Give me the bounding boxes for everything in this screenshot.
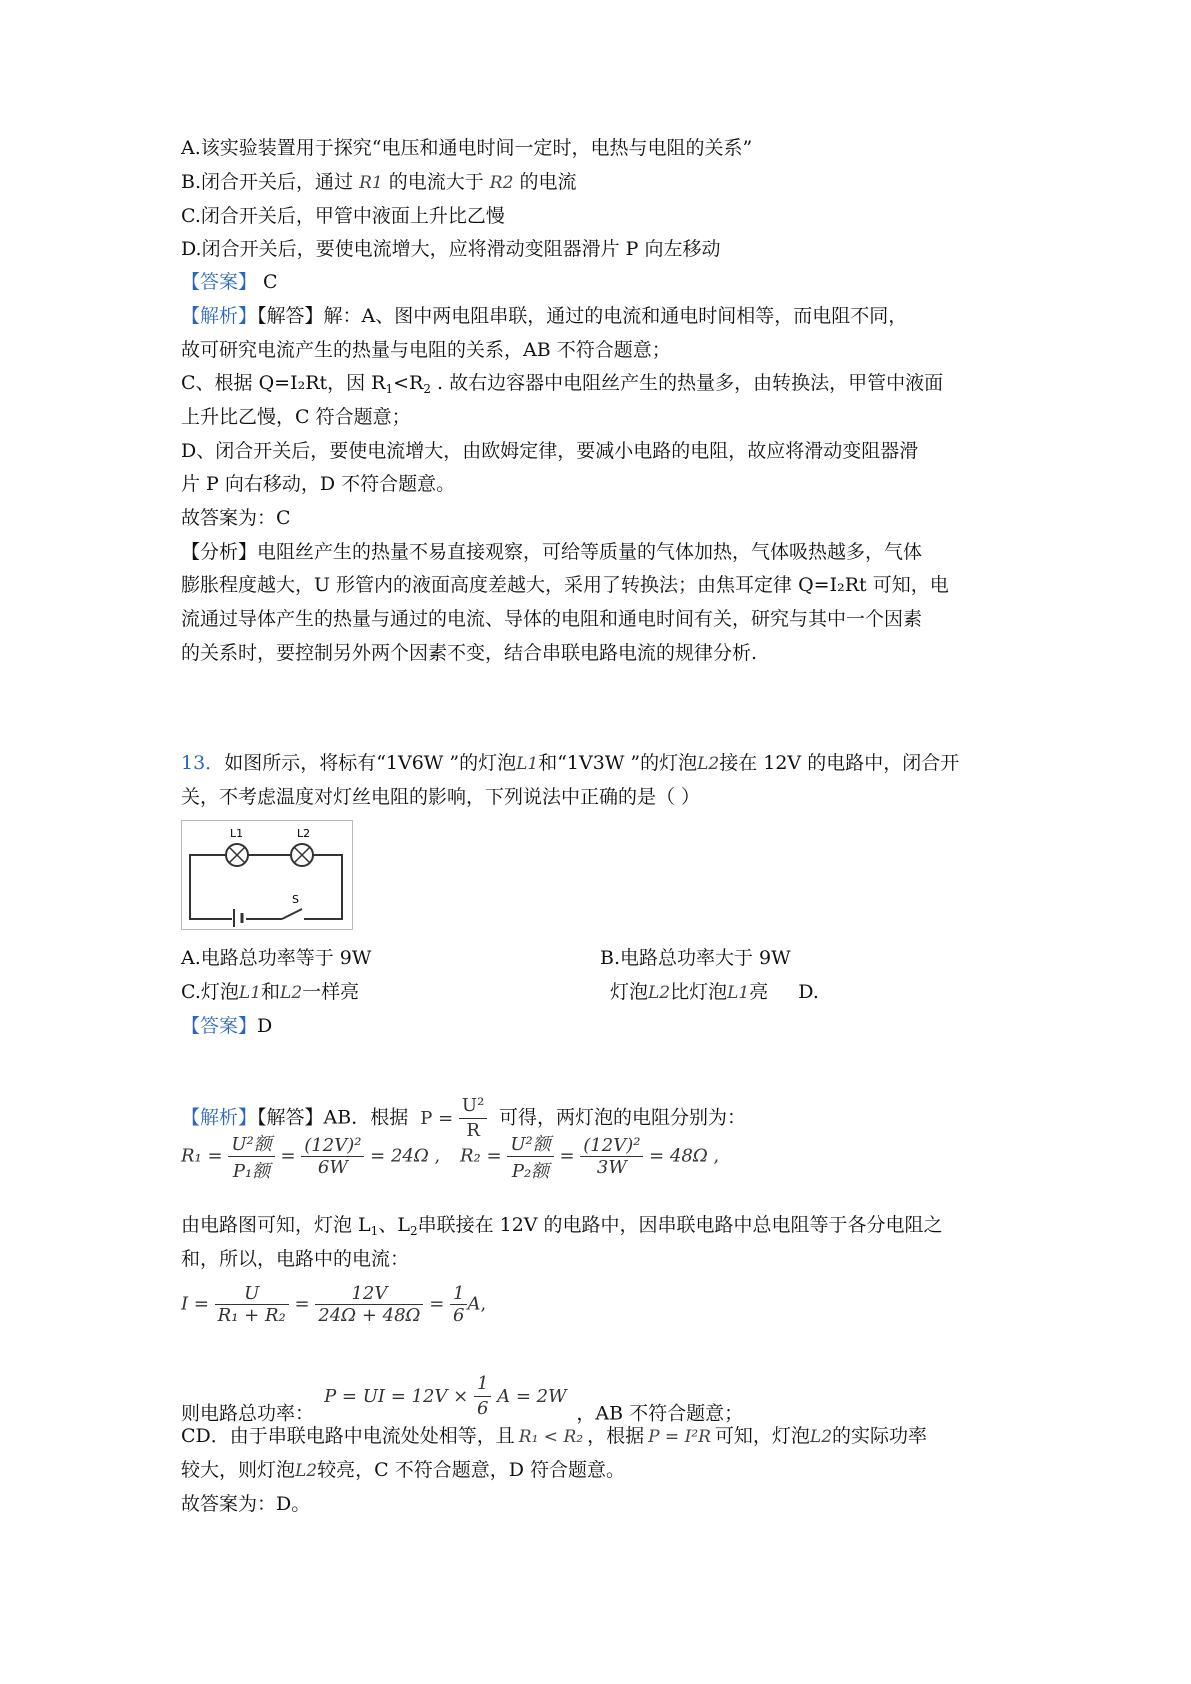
series-text-3: 串联接在 12V 的电路中，因串联电路中总电阻等于各分电阻之: [417, 1214, 943, 1236]
q13-number: 13．: [181, 752, 225, 774]
circuit-label-s: S: [292, 893, 299, 906]
analysis-prev-line-4: 上升比乙慢，C 符合题意；: [181, 406, 411, 428]
circuit-label-l1: L1: [230, 827, 244, 840]
series-text-2: 、L: [378, 1214, 410, 1236]
power-label: 则电路总功率：: [181, 1402, 315, 1425]
r1-result: = 24Ω: [370, 1145, 429, 1167]
formula-p: P =: [420, 1107, 454, 1129]
q13-text-1a: 如图所示，将标有“1V6W ”的灯泡: [224, 752, 517, 774]
formula-p-u2-r: [420, 1095, 493, 1141]
q13-text-1b: 和“1V3W ”的灯泡: [538, 752, 698, 774]
r1-frac-1: [228, 1130, 274, 1183]
circuit-diagram: [181, 820, 353, 930]
r2-eq: R₂ =: [460, 1145, 502, 1167]
power-frac: [474, 1372, 491, 1421]
q13-cd-line-2: [181, 1458, 625, 1483]
i-frac-1: [215, 1283, 289, 1326]
frac-num-u2: U²: [459, 1094, 487, 1119]
opt-d-text-1: 灯泡: [610, 981, 649, 1003]
power-frac-num: 1: [474, 1372, 491, 1397]
sub-1: 1: [385, 382, 394, 396]
q13-analysis-intro-text: 【解答】AB．根据: [257, 1106, 409, 1129]
frac-den-r: R: [466, 1120, 480, 1141]
power-formula: [324, 1373, 572, 1419]
q13-answer-value: D: [257, 1015, 273, 1037]
analysis-prev-line-5: D、闭合开关后，要使电流增大，由欧姆定律，要减小电路的电阻，故应将滑动变阻器滑: [181, 440, 919, 462]
fenxi-line-1: 【分析】电阻丝产生的热量不易直接观察，可给等质量的气体加热，气体吸热越多，气体: [181, 541, 923, 563]
q13-answer: [181, 1014, 272, 1038]
i-frac-3: [450, 1283, 467, 1326]
i-frac-2: [315, 1283, 423, 1326]
r2-frac-2: [580, 1135, 643, 1178]
l2-symbol: L2: [697, 754, 720, 774]
option-c-prev: C.闭合开关后，甲管中液面上升比乙慢: [181, 205, 505, 227]
i-eq3: =: [429, 1293, 445, 1315]
option-b-text-3: 的电流: [519, 171, 577, 193]
opt-c-text-1: C.灯泡: [181, 981, 239, 1003]
analysis-prev-line-1: [181, 304, 907, 328]
i-num-3: 1: [450, 1283, 467, 1305]
cd-l2-b: L2: [295, 1461, 318, 1481]
opt-c-text-2: 和: [261, 981, 281, 1003]
opt-c-l1: L1: [238, 983, 262, 1003]
q13-analysis-tag: 【解析】: [181, 1106, 258, 1129]
r2-den-2: 3W: [596, 1157, 627, 1178]
r1-eq2: =: [280, 1145, 296, 1167]
r1-frac-2: [301, 1135, 364, 1178]
fenxi-line-4: 的关系时，要控制另外两个因素不变，结合串联电路电流的规律分析.: [181, 642, 758, 664]
r2-comma: ,: [713, 1145, 720, 1167]
q13-line-2: 关，不考虑温度对灯丝电阻的影响，下列说法中正确的是（ ）: [181, 786, 701, 808]
power-after: ，AB 不符合题意；: [576, 1402, 744, 1425]
q13-series-line-2: 和，所以，电路中的电流：: [181, 1248, 410, 1270]
cd-text-6: 较亮，C 不符合题意，D 符合题意。: [317, 1459, 625, 1481]
circuit-label-l2: L2: [297, 827, 311, 840]
i-den-2: 24Ω + 48Ω: [318, 1305, 421, 1326]
q13-text-1c: 接在 12V 的电路中，闭合开: [719, 752, 960, 774]
option-d-prev: D.闭合开关后，要使电流增大，应将滑动变阻器滑片 P 向左移动: [181, 238, 721, 260]
q13-line-1: [181, 751, 959, 776]
l1-symbol: L1: [516, 754, 539, 774]
analysis-prev-line-3: [181, 371, 943, 401]
option-a-prev: A.该实验装置用于探究“电压和通电时间一定时，电热与电阻的关系”: [181, 137, 753, 159]
analysis-prev-line-2: 故可研究电流产生的热量与电阻的关系，AB 不符合题意；: [181, 339, 671, 361]
analysis-text-1: 【解答】解：A、图中两电阻串联，通过的电流和通电时间相等，而电阻不同，: [257, 305, 908, 327]
answer-value-prev: C: [257, 271, 278, 293]
opt-d-l1: L1: [727, 983, 750, 1003]
r1-eq: R₁ =: [181, 1145, 223, 1167]
cd-text-3: 可知，灯泡: [714, 1425, 810, 1447]
cd-text-4: 的实际功率: [832, 1425, 928, 1447]
opt-d-l2: L2: [648, 983, 671, 1003]
q13-answer-tag: 【答案】: [181, 1015, 258, 1037]
answer-prev: [181, 270, 278, 294]
circuit-svg: [182, 821, 352, 929]
analysis-tag-prev: 【解析】: [181, 305, 258, 327]
analysis-text-3a: C、根据 Q=I₂Rt，因 R: [181, 372, 386, 394]
analysis-text-3c: . 故右边容器中电阻丝产生的热量多，由转换法，甲管中液面: [431, 372, 944, 394]
sub-2: 2: [423, 382, 431, 396]
opt-d-label: D.: [798, 981, 819, 1003]
analysis-prev-line-6: 片 P 向右移动，D 不符合题意。: [181, 473, 456, 495]
i-formula: [181, 1283, 486, 1326]
q13-final-answer: 故答案为：D。: [181, 1493, 311, 1515]
cd-r1-lt-r2: R₁ < R₂: [518, 1427, 584, 1447]
fenxi-line-2: 膨胀程度越大，U 形管内的液面高度差越大，采用了转换法；由焦耳定律 Q=I₂Rt 可知，电: [181, 574, 949, 596]
q13-option-d: [610, 980, 819, 1005]
r2-symbol: R2: [489, 173, 514, 193]
q13-analysis-intro-after: 可得，两灯泡的电阻分别为：: [499, 1106, 747, 1129]
opt-c-l2: L2: [280, 983, 303, 1003]
r1-symbol: R1: [359, 173, 383, 193]
r2-num-1: U²额: [507, 1130, 553, 1157]
r1-formula: [181, 1130, 440, 1183]
r2-den-1: P₂额: [511, 1161, 550, 1182]
q13-option-b: B.电路总功率大于 9W: [600, 947, 791, 969]
i-unit: A: [467, 1293, 481, 1315]
option-b-text-1: B.闭合开关后，通过: [181, 171, 354, 193]
cd-l2: L2: [809, 1427, 833, 1447]
i-den-3: 6: [453, 1305, 465, 1326]
series-sub-2: 2: [409, 1224, 418, 1238]
r1-num-1: U²额: [228, 1130, 274, 1157]
analysis-prev-line-7: 故答案为：C: [181, 507, 291, 529]
r1-comma: ,: [434, 1145, 441, 1167]
r2-frac-1: [507, 1130, 553, 1183]
i-eq2: =: [294, 1293, 310, 1315]
option-b-text-2: 的电流大于: [388, 171, 484, 193]
r2-formula: [460, 1130, 719, 1183]
r1-den-1: P₁额: [232, 1161, 271, 1182]
r1-den-2: 6W: [317, 1157, 348, 1178]
q13-series-line-1: [181, 1213, 943, 1243]
cd-text-2: ，根据: [587, 1425, 645, 1447]
opt-d-text-2: 比灯泡: [670, 981, 728, 1003]
q13-option-a: A.电路总功率等于 9W: [181, 947, 372, 969]
i-num-1: U: [215, 1283, 289, 1305]
r2-num-2: (12V)²: [580, 1135, 643, 1157]
opt-d-text-3: 亮: [749, 981, 769, 1003]
power-eq: P = UI = 12V ×: [324, 1385, 469, 1407]
cd-text-5: 较大，则灯泡: [181, 1459, 296, 1481]
opt-c-text-3: 一样亮: [302, 981, 360, 1003]
series-text-1: 由电路图可知，灯泡 L: [181, 1214, 371, 1236]
series-sub-1: 1: [370, 1224, 379, 1238]
power-frac-den: 6: [476, 1398, 489, 1419]
i-comma: ,: [480, 1293, 487, 1315]
analysis-text-3b: <R: [393, 372, 424, 394]
i-eq: I =: [181, 1293, 209, 1315]
i-den-1: R₁ + R₂: [217, 1305, 286, 1326]
fenxi-line-3: 流通过导体产生的热量与通过的电流、导体的电阻和通电时间有关，研究与其中一个因素: [181, 608, 923, 630]
i-num-2: 12V: [315, 1283, 423, 1305]
cd-formula: P = I²R: [648, 1427, 711, 1447]
r2-result: = 48Ω: [649, 1145, 708, 1167]
r2-eq2: =: [559, 1145, 575, 1167]
option-b-prev: [181, 170, 576, 195]
r1-num-2: (12V)²: [301, 1135, 364, 1157]
q13-cd-line-1: [181, 1424, 927, 1449]
q13-option-c: [181, 980, 359, 1005]
answer-tag-prev: 【答案】: [181, 271, 258, 293]
power-result: A = 2W: [497, 1385, 567, 1407]
cd-text-1: CD．由于串联电路中电流处处相等，且: [181, 1425, 515, 1447]
